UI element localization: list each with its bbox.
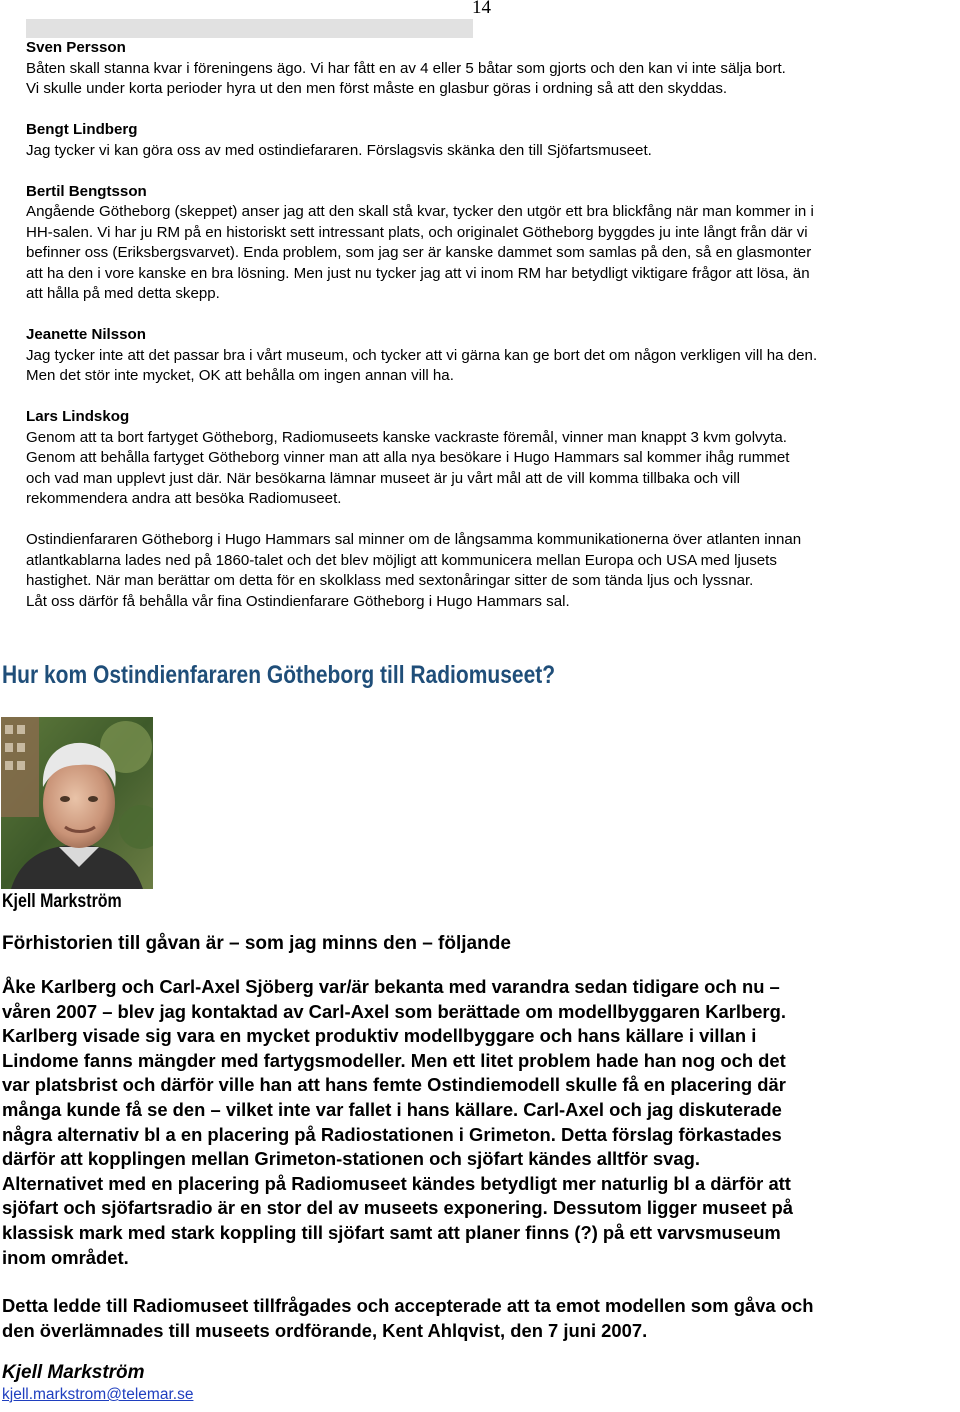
story-line: många kunde få se den – vilket inte var fallet i hans källare. Carl-Axel och jag diskuterade (2, 1098, 782, 1120)
story-line: Detta ledde till Radiomuseet tillfrågades och accepterade att ta emot modellen som gåva och (2, 1295, 814, 1317)
comment-line: att ha den i vore kanske en bra lösning. Men just nu tycker jag att vi inom RM har betydligt viktigare frågor att lösa, än (26, 264, 810, 282)
comment-line: Låt oss därför få behålla vår fina Ostindienfarare Götheborg i Hugo Hammars sal. (26, 592, 570, 610)
comment-line: befinner oss (Eriksbergsvarvet). Enda problem, som jag ser är kanske dammet som samlas på den, så en glasmonter (26, 244, 812, 261)
portrait-photo (1, 717, 153, 889)
comment (26, 530, 960, 612)
comment-author: Lars Lindskog (26, 408, 130, 425)
story-line: inom området. (2, 1246, 129, 1268)
comment-line: HH-salen. Vi har ju RM på en historiskt sett intressant plats, och originalet Götheborg byggdes ju inte långt från där vi (26, 223, 808, 241)
story-paragraph (2, 975, 942, 1270)
comment-line: Angående Götheborg (skeppet) anser jag att den skall stå kvar, tycker den utgör ett bra blickfång när man kommer in i (26, 203, 814, 220)
comment (26, 120, 960, 161)
comment-line: Jag tycker vi kan göra oss av med ostindiefararen. Förslagsvis skänka den till Sjöfartsmuseet. (26, 141, 652, 159)
comment-line: Jag tycker inte att det passar bra i vårt museum, och tycker att vi gärna kan ge bort det om någon verkligen vill ha den. (26, 346, 818, 364)
story-line: därför att kopplingen mellan Grimeton-stationen och sjöfart kändes alltför svag. (2, 1148, 700, 1170)
story-body (2, 975, 942, 1343)
comment-line: rekommendera andra att besöka Radiomuseet. (26, 490, 342, 507)
section-heading: Hur kom Ostindienfararen Götheborg till Radiomuseet? (2, 661, 556, 689)
story-line: Åke Karlberg och Carl-Axel Sjöberg var/är bekanta med varandra sedan tidigare och nu – (2, 976, 780, 997)
story-line: sjöfart och sjöfartsradio är en stor del av museets exponering. Dessutom ligger museet på (2, 1197, 794, 1219)
comment (26, 182, 960, 305)
comment-author: Jeanette Nilsson (26, 326, 146, 343)
comment-line: atlantkablarna lades ned på 1860-talet och det blev möjligt att kommunicera mellan Europa och USA med ljusets (26, 551, 777, 569)
story-heading: Förhistorien till gåvan är – som jag minns den – följande (2, 933, 511, 954)
comment-author: Bertil Bengtsson (26, 182, 147, 200)
story-line: klassisk mark med stark koppling till sjöfart samt att planer finns (?) på ett varvsmuseum (2, 1221, 781, 1243)
comment-line: Ostindienfararen Götheborg i Hugo Hammars sal minner om de långsamma kommunikationerna över atlanten innan (26, 531, 802, 548)
email-link[interactable]: kjell.markstrom@telemar.se (2, 1386, 194, 1403)
comment-line: Genom att ta bort fartyget Götheborg, Radiomuseets kanske vackraste föremål, vinner man knappt 3 kvm golvyta. (26, 428, 787, 446)
signature: Kjell Markström (2, 1362, 145, 1383)
comment-line: Men det stör inte mycket, OK att behålla om ingen annan vill ha. (26, 367, 454, 384)
story-paragraph (2, 1294, 942, 1343)
comment (26, 325, 960, 387)
story-line: var platsbrist och därför ville han att hans femte Ostindiemodell skulle få en placering där (2, 1074, 786, 1096)
comment-line: Genom att behålla fartyget Götheborg vinner man att alla nya besökare i Hugo Hammars sal kommer ihåg rummet (26, 449, 790, 466)
page-number: 14 (472, 0, 491, 18)
comment-line: Båten skall stanna kvar i föreningens ägo. Vi har fått en av 4 eller 5 båtar som gjorts och den kan vi inte sälja bort. (26, 59, 786, 77)
story-line: den överlämnades till museets ordförande, Kent Ahlqvist, den 7 juni 2007. (2, 1319, 648, 1341)
comment-author: Bengt Lindberg (26, 121, 138, 138)
story-line: några alternativ bl a en placering på Radiostationen i Grimeton. Detta förslag förkastades (2, 1123, 782, 1145)
comment-line: att hålla på med detta skepp. (26, 285, 220, 302)
comment-author: Sven Persson (26, 39, 126, 56)
comments-section (26, 38, 960, 612)
portrait-caption: Kjell Markström (2, 891, 122, 912)
header-band (26, 19, 473, 38)
story-line: Lindome fanns mängder med fartygsmodeller. Men ett litet problem hade han nog och det (2, 1049, 786, 1071)
comment-line: hastighet. När man berättar om detta för en skolklass med sextonåringar sitter de som tända ljus och lyssnar. (26, 572, 754, 589)
story-line: Alternativet med en placering på Radiomuseet kändes betydligt mer naturlig bl a därför att (2, 1172, 791, 1194)
comment-line: och vad man upplevt just där. När besökarna lämnar museet är ju vårt mål att de vill komma tillbaka och vill (26, 469, 740, 487)
story-line: våren 2007 – blev jag kontaktad av Carl-Axel som berättade om modellbyggaren Karlberg. (2, 1000, 786, 1022)
story-line: Karlberg visade sig vara en mycket produktiv modellbyggare och hans källare i villan i (2, 1025, 757, 1047)
comment (26, 38, 960, 100)
comment (26, 407, 960, 510)
comment-line: Vi skulle under korta perioder hyra ut den men först måste en glasbur göras i ordning så att den skyddas. (26, 80, 728, 97)
